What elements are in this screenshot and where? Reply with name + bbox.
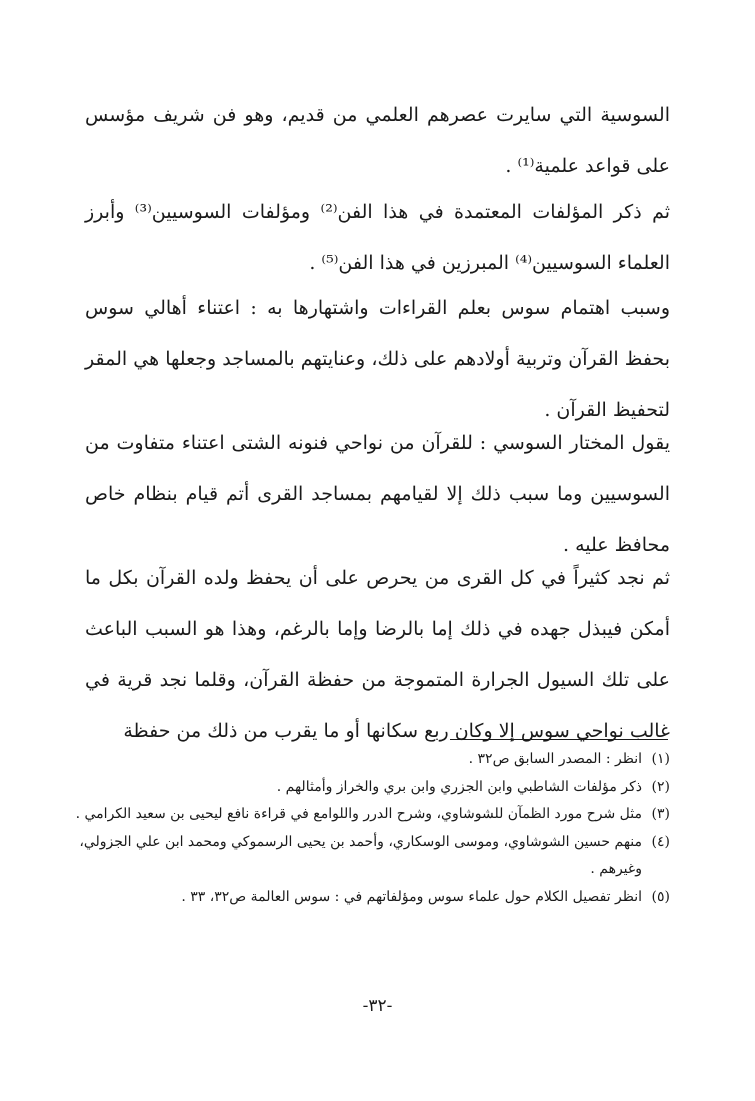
footnote-text: ذكر مؤلفات الشاطبي وابن الجزري وابن بري والخراز وأمثالهم .: [276, 778, 642, 795]
footnote-item: [75, 746, 670, 774]
footnote-item: [75, 801, 670, 829]
page-number: -٣٢-: [362, 996, 393, 1016]
footnote-number: (٣): [651, 806, 670, 822]
footnote-text: منهم حسين الشوشاوي، وموسى الوسكاري، وأحمد بن يحيى الرسموكي ومحمد ابن علي الجزولي، وغيرهم .: [79, 833, 642, 877]
footnote-text: مثل شرح مورد الظمآن للشوشاوي، وشرح الدرر واللوامع في قراءة نافع ليحيى بن سعيد الكرامي .: [75, 806, 642, 822]
footnote-number: (٢): [651, 778, 670, 795]
paragraph-1: السوسية التي سايرت عصرهم العلمي من قديم، وهو فن شريف مؤسس على قواعد علمية⁽¹⁾ .: [85, 104, 670, 177]
footnote-number: (٥): [651, 888, 670, 905]
footnote-divider: [450, 739, 668, 740]
footnote-item: [75, 774, 670, 802]
footnote-number: (١): [651, 751, 670, 767]
paragraph-2: ثم ذكر المؤلفات المعتمدة في هذا الفن⁽²⁾ ومؤلفات السوسيين⁽³⁾ وأبرز العلماء السوسيين⁽⁴⁾ المبرزين في هذا الفن⁽⁵⁾ .: [85, 201, 671, 274]
footnote-item: [75, 884, 670, 912]
footnotes-list: [75, 746, 670, 911]
paragraph-3: وسبب اهتمام سوس بعلم القراءات واشتهارها به : اعتناء أهالي سوس بحفظ القرآن وتربية أولادهم على ذلك، وعنايتهم بالمساجد وجعلها هي المقر لتحفيظ القرآن .: [85, 297, 670, 421]
paragraph-4: يقول المختار السوسي : للقرآن من نواحي فنونه الشتى اعتناء متفاوت من السوسيين وما سبب ذلك إلا لقيامهم بمساجد القرى أتم قيام بنظام خاص محافظ عليه .: [85, 432, 670, 556]
paragraph-5: ثم نجد كثيراً في كل القرى من يحرص على أن يحفظ ولده القرآن بكل ما أمكن فيبذل جهده في ذلك إما بالرضا وإما بالرغم، وهذا هو السبب الباعث على تلك السيول الجرارة المتموجة من حفظة القرآن، وقلما نجد قرية في غالب نواحي سوس إلا وكان ربع سكانها أو ما يقرب من ذلك من حفظة: [85, 567, 670, 742]
footnote-item: [75, 829, 670, 884]
footnote-number: (٤): [651, 833, 670, 850]
footnote-text: انظر : المصدر السابق ص٣٢ .: [468, 751, 642, 767]
footnote-text: انظر تفصيل الكلام حول علماء سوس ومؤلفاتهم في : سوس العالمة ص٣٢، ٣٣ .: [181, 888, 642, 905]
